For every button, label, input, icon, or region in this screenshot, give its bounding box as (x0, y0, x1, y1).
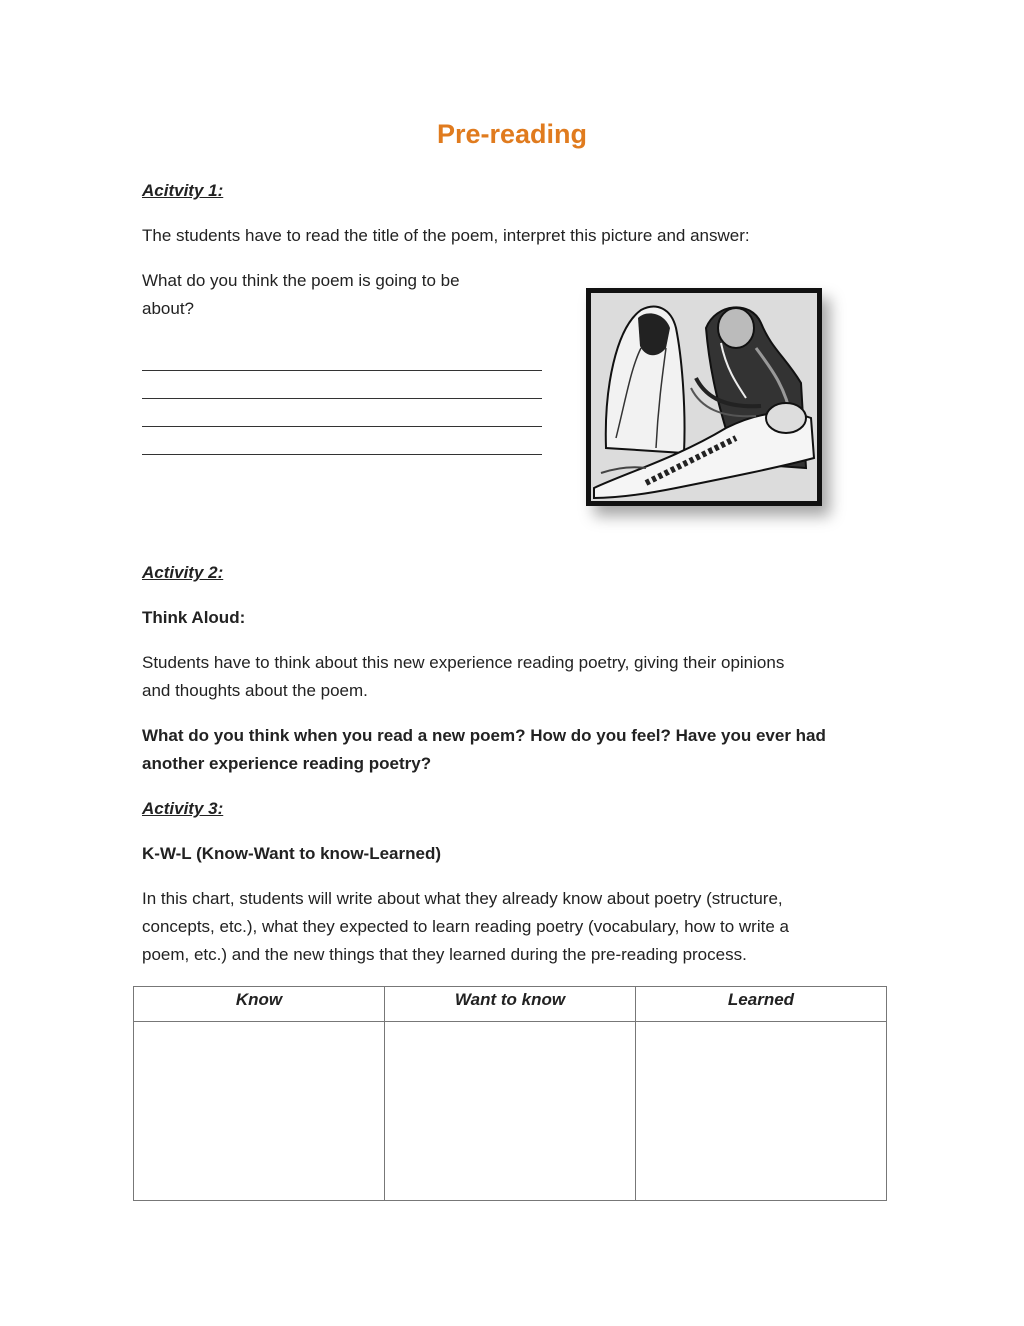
kwl-header-learned: Learned (636, 987, 887, 1022)
activity-1-instruction: The students have to read the title of the poem, interpret this picture and answer: (142, 226, 750, 245)
activity-1-question-line-2: about? (142, 299, 194, 318)
illustration-image (586, 288, 822, 506)
activity-3-body-line-2: concepts, etc.), what they expected to learn reading poetry (vocabulary, how to write a (142, 917, 789, 936)
answer-line[interactable] (142, 371, 542, 399)
activity-2-heading: Activity 2: (142, 563, 224, 582)
kwl-cell-know[interactable] (134, 1022, 385, 1201)
kwl-chart (133, 986, 887, 1201)
kwl-header-want-to-know: Want to know (385, 987, 636, 1022)
activity-2-questions-line-1: What do you think when you read a new poem? How do you feel? Have you ever had (142, 726, 826, 745)
activity-2-body-line-2: and thoughts about the poem. (142, 681, 368, 700)
activity-2-body-line-1: Students have to think about this new experience reading poetry, giving their opinions (142, 653, 785, 672)
answer-line[interactable] (142, 343, 542, 371)
kwl-cell-learned[interactable] (636, 1022, 887, 1201)
activity-2-subheading: Think Aloud: (142, 608, 246, 627)
page-title: Pre-reading (436, 119, 588, 149)
answer-line[interactable] (142, 399, 542, 427)
activity-2-questions-line-2: another experience reading poetry? (142, 754, 432, 773)
activity-3-subheading: K-W-L (Know-Want to know-Learned) (142, 844, 442, 863)
activity-1-question-line-1: What do you think the poem is going to be (142, 271, 460, 290)
kwl-header-know: Know (134, 987, 385, 1022)
kwl-cell-want-to-know[interactable] (385, 1022, 636, 1201)
activity-1-heading: Acitvity 1: (142, 181, 224, 200)
kwl-answer-row (134, 1022, 887, 1201)
activity-3-body-line-1: In this chart, students will write about what they already know about poetry (structure, (142, 889, 783, 908)
kwl-header-row (134, 987, 887, 1022)
poem-illustration (586, 288, 822, 506)
answer-lines (142, 343, 542, 455)
answer-line[interactable] (142, 427, 542, 455)
activity-3-body-line-3: poem, etc.) and the new things that they learned during the pre-reading process. (142, 945, 747, 964)
activity-3-heading: Activity 3: (142, 799, 224, 818)
